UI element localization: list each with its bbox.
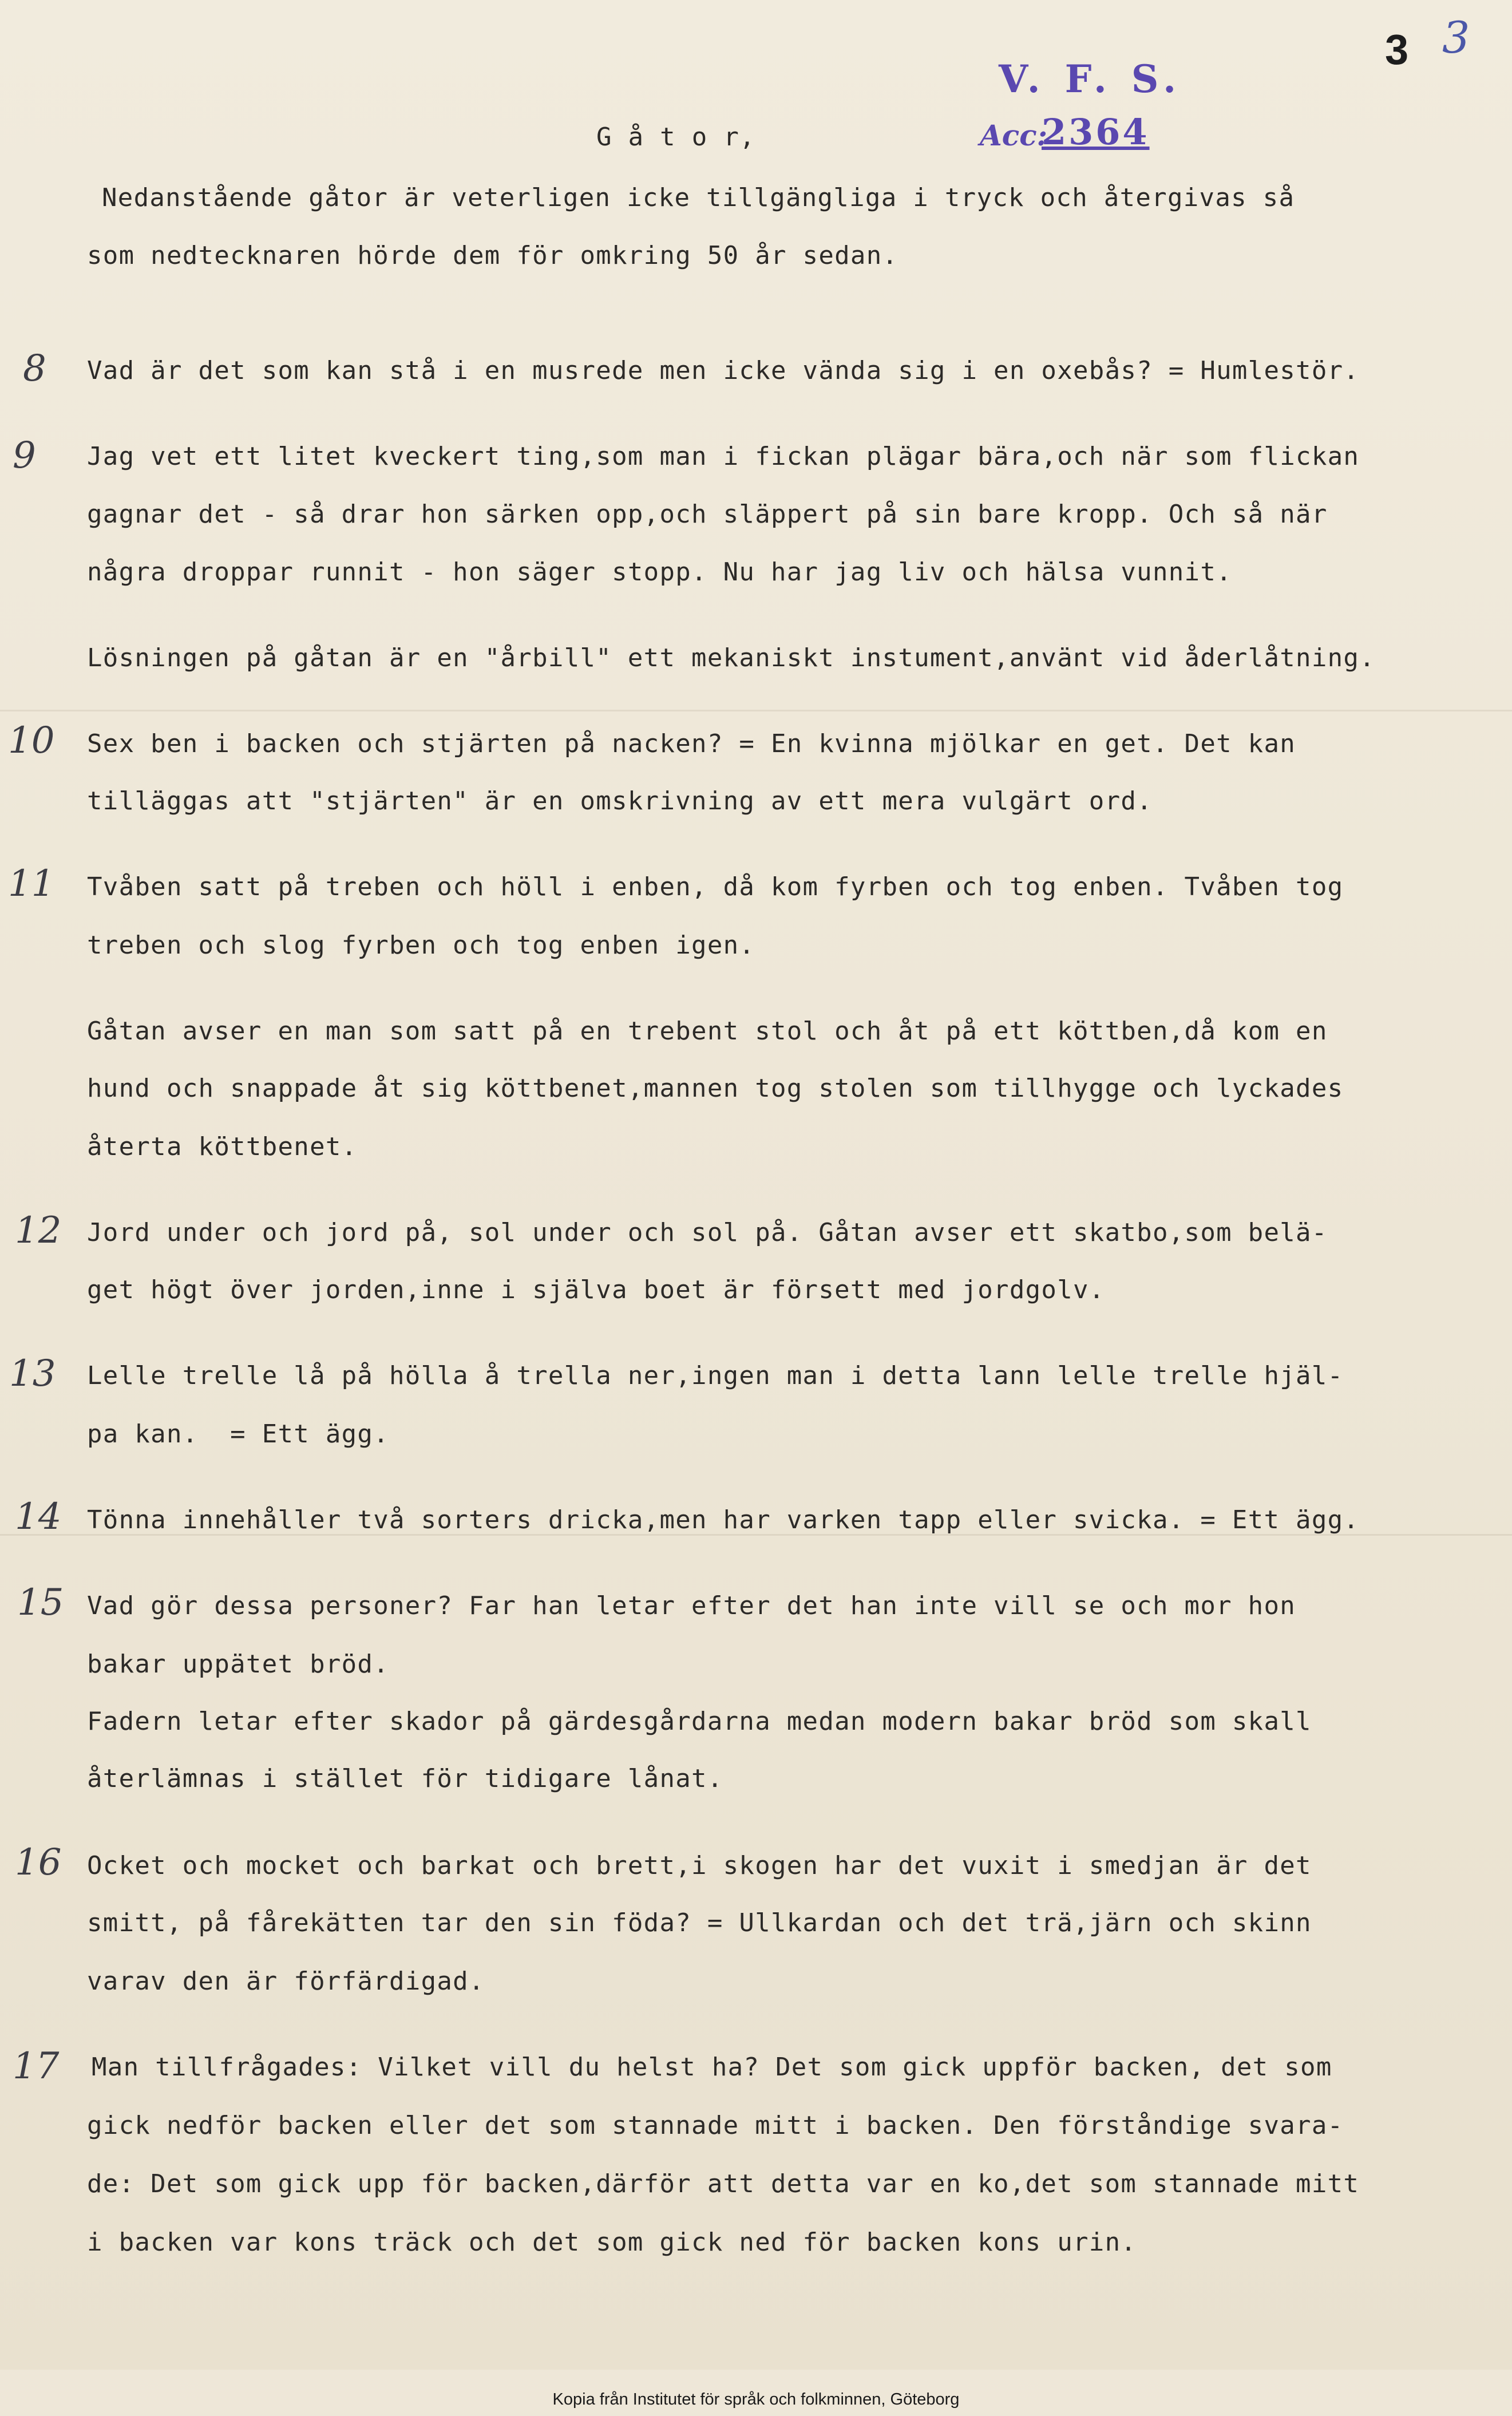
intro-line: som nedtecknaren hörde dem för omkring 50 år sedan. bbox=[87, 241, 899, 270]
riddle-line: i backen var kons träck och det som gick ned för backen kons urin. bbox=[87, 2228, 1137, 2257]
riddle-line: några droppar runnit - hon säger stopp. Nu har jag liv och hälsa vunnit. bbox=[87, 557, 1232, 587]
riddle-number: 17 bbox=[13, 2045, 60, 2087]
riddle-number: 14 bbox=[15, 1496, 62, 1538]
riddle-number: 10 bbox=[8, 719, 55, 762]
riddle-line: pa kan. = Ett ägg. bbox=[87, 1419, 390, 1449]
riddle-line: Tvåben satt på treben och höll i enben, då kom fyrben och tog enben. Tvåben tog bbox=[87, 872, 1344, 901]
riddle-line: tilläggas att "stjärten" är en omskrivning av ett mera vulgärt ord. bbox=[87, 786, 1153, 816]
riddle-line: Fadern letar efter skador på gärdesgårdarna medan modern bakar bröd som skall bbox=[87, 1707, 1312, 1736]
riddle-line: Sex ben i backen och stjärten på nacken? = En kvinna mjölkar en get. Det kan bbox=[87, 729, 1296, 758]
archive-stamp-acc-number: 2364 bbox=[1042, 111, 1150, 153]
riddle-line: Vad är det som kan stå i en musrede men icke vända sig i en oxebås? = Humlestör. bbox=[87, 356, 1360, 385]
riddle-line: de: Det som gick upp för backen,därför att detta var en ko,det som stannade mitt bbox=[87, 2169, 1360, 2198]
riddle-line: bakar uppätet bröd. bbox=[87, 1650, 390, 1679]
riddle-number: 13 bbox=[9, 1353, 56, 1395]
page-number-handwritten: 3 bbox=[1442, 12, 1470, 63]
riddle-number: 16 bbox=[15, 1841, 62, 1884]
riddle-line: återta köttbenet. bbox=[87, 1132, 358, 1161]
paper-fold bbox=[0, 710, 1512, 711]
riddle-number: 9 bbox=[13, 434, 36, 477]
page-number: 3 bbox=[1385, 26, 1409, 73]
riddle-line: Lelle trelle lå på hölla å trella ner,ingen man i detta lann lelle trelle hjäl- bbox=[87, 1361, 1344, 1390]
riddle-line: gick nedför backen eller det som stannade mitt i backen. Den förståndige svara- bbox=[87, 2111, 1344, 2140]
riddle-line: Gåtan avser en man som satt på en trebent stol och åt på ett köttben,då kom en bbox=[87, 1017, 1328, 1046]
riddle-number: 11 bbox=[8, 863, 55, 905]
riddle-line: återlämnas i stället för tidigare lånat. bbox=[87, 1764, 723, 1793]
riddle-line: treben och slog fyrben och tog enben igen. bbox=[87, 931, 755, 960]
archive-stamp-acc-label: Acc: bbox=[980, 118, 1048, 152]
riddle-line: gagnar det - så drar hon särken opp,och släppert på sin bare kropp. Och så när bbox=[87, 500, 1328, 529]
riddle-line: get högt över jorden,inne i själva boet är försett med jordgolv. bbox=[87, 1275, 1105, 1304]
archive-stamp-vfs: V. F. S. bbox=[999, 57, 1182, 101]
intro-line: Nedanstående gåtor är veterligen icke tillgängliga i tryck och återgivas så bbox=[102, 183, 1295, 212]
page-title: G å t o r, bbox=[596, 122, 755, 152]
riddle-line: smitt, på fårekätten tar den sin föda? = Ullkardan och det trä,järn och skinn bbox=[87, 1908, 1312, 1937]
riddle-line: Man tillfrågades: Vilket vill du helst ha? Det som gick uppför backen, det som bbox=[92, 2053, 1332, 2082]
riddle-line: Lösningen på gåtan är en "årbill" ett mekaniskt instument,använt vid åderlåtning. bbox=[87, 643, 1376, 673]
riddle-line: Jag vet ett litet kveckert ting,som man i fickan plägar bära,och när som flickan bbox=[87, 442, 1360, 471]
riddle-number: 15 bbox=[17, 1581, 64, 1624]
riddle-line: Ocket och mocket och barkat och brett,i skogen har det vuxit i smedjan är det bbox=[87, 1851, 1312, 1880]
copy-footer: Kopia från Institutet för språk och folkminnen, Göteborg bbox=[552, 2390, 960, 2409]
riddle-line: Tönna innehåller två sorters dricka,men har varken tapp eller svicka. = Ett ägg. bbox=[87, 1505, 1360, 1535]
riddle-number: 8 bbox=[23, 347, 46, 390]
riddle-line: hund och snappade åt sig köttbenet,mannen tog stolen som tillhygge och lyckades bbox=[87, 1074, 1344, 1103]
riddle-line: varav den är förfärdigad. bbox=[87, 1967, 485, 1996]
riddle-line: Vad gör dessa personer? Far han letar efter det han inte vill se och mor hon bbox=[87, 1591, 1296, 1620]
riddle-line: Jord under och jord på, sol under och sol på. Gåtan avser ett skatbo,som belä- bbox=[87, 1218, 1328, 1247]
riddle-number: 12 bbox=[15, 1209, 62, 1252]
